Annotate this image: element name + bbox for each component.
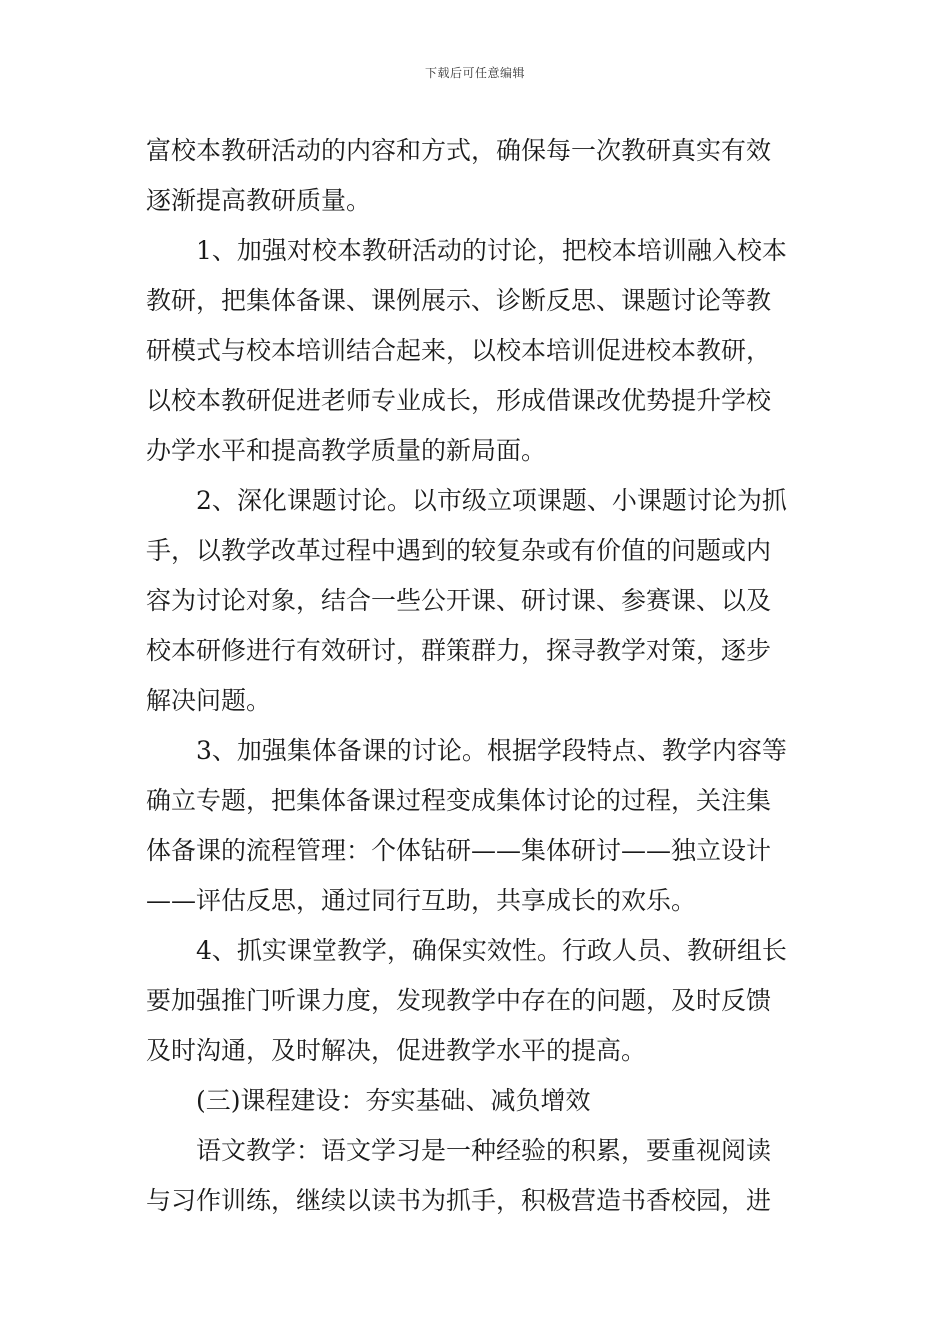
paragraph [146,226,808,476]
text-line: 要加强推门听课力度，发现教学中存在的问题，及时反馈 [146,986,772,1015]
text-line: 4、抓实课堂教学，确保实效性。行政人员、教研组长 [196,936,787,965]
text-line: 体备课的流程管理：个体钻研——集体研讨——独立设计 [146,836,772,865]
text-line: 及时沟通，及时解决，促进教学水平的提高。 [146,1036,647,1065]
text-line: 逐渐提高教研质量。 [146,186,372,215]
section-heading [146,1076,808,1126]
text-line: 手，以教学改革过程中遇到的较复杂或有价值的问题或内 [146,536,772,565]
paragraph [146,926,808,1076]
text-line: 校本研修进行有效研讨，群策群力，探寻教学对策，逐步 [146,636,772,665]
text-line: (三)课程建设：夯实基础、减负增效 [196,1086,591,1115]
text-line: 与习作训练，继续以读书为抓手，积极营造书香校园，进 [146,1186,772,1215]
text-line: 富校本教研活动的内容和方式，确保每一次教研真实有效 [146,136,772,165]
paragraph [146,726,808,926]
text-line: 3、加强集体备课的讨论。根据学段特点、教学内容等 [196,736,787,765]
text-line: 容为讨论对象，结合一些公开课、研讨课、参赛课、以及 [146,586,772,615]
paragraph [146,126,808,226]
paragraph [146,1126,808,1226]
paragraph [146,476,808,726]
text-line: 以校本教研促进老师专业成长，形成借课改优势提升学校 [146,386,772,415]
text-line: 办学水平和提高教学质量的新局面。 [146,436,547,465]
text-line: 教研，把集体备课、课例展示、诊断反思、课题讨论等教 [146,286,772,315]
text-line: 1、加强对校本教研活动的讨论，把校本培训融入校本 [196,236,787,265]
page-header: 下载后可任意编辑 [424,66,525,80]
text-line: 2、深化课题讨论。以市级立项课题、小课题讨论为抓 [196,486,787,515]
text-line: 解决问题。 [146,686,272,715]
document-body [146,126,808,1226]
text-line: 确立专题，把集体备课过程变成集体讨论的过程，关注集 [146,786,772,815]
text-line: 研模式与校本培训结合起来，以校本培训促进校本教研， [146,336,772,365]
text-line: ——评估反思，通过同行互助，共享成长的欢乐。 [146,886,697,915]
text-line: 语文教学：语文学习是一种经验的积累，要重视阅读 [196,1136,772,1165]
